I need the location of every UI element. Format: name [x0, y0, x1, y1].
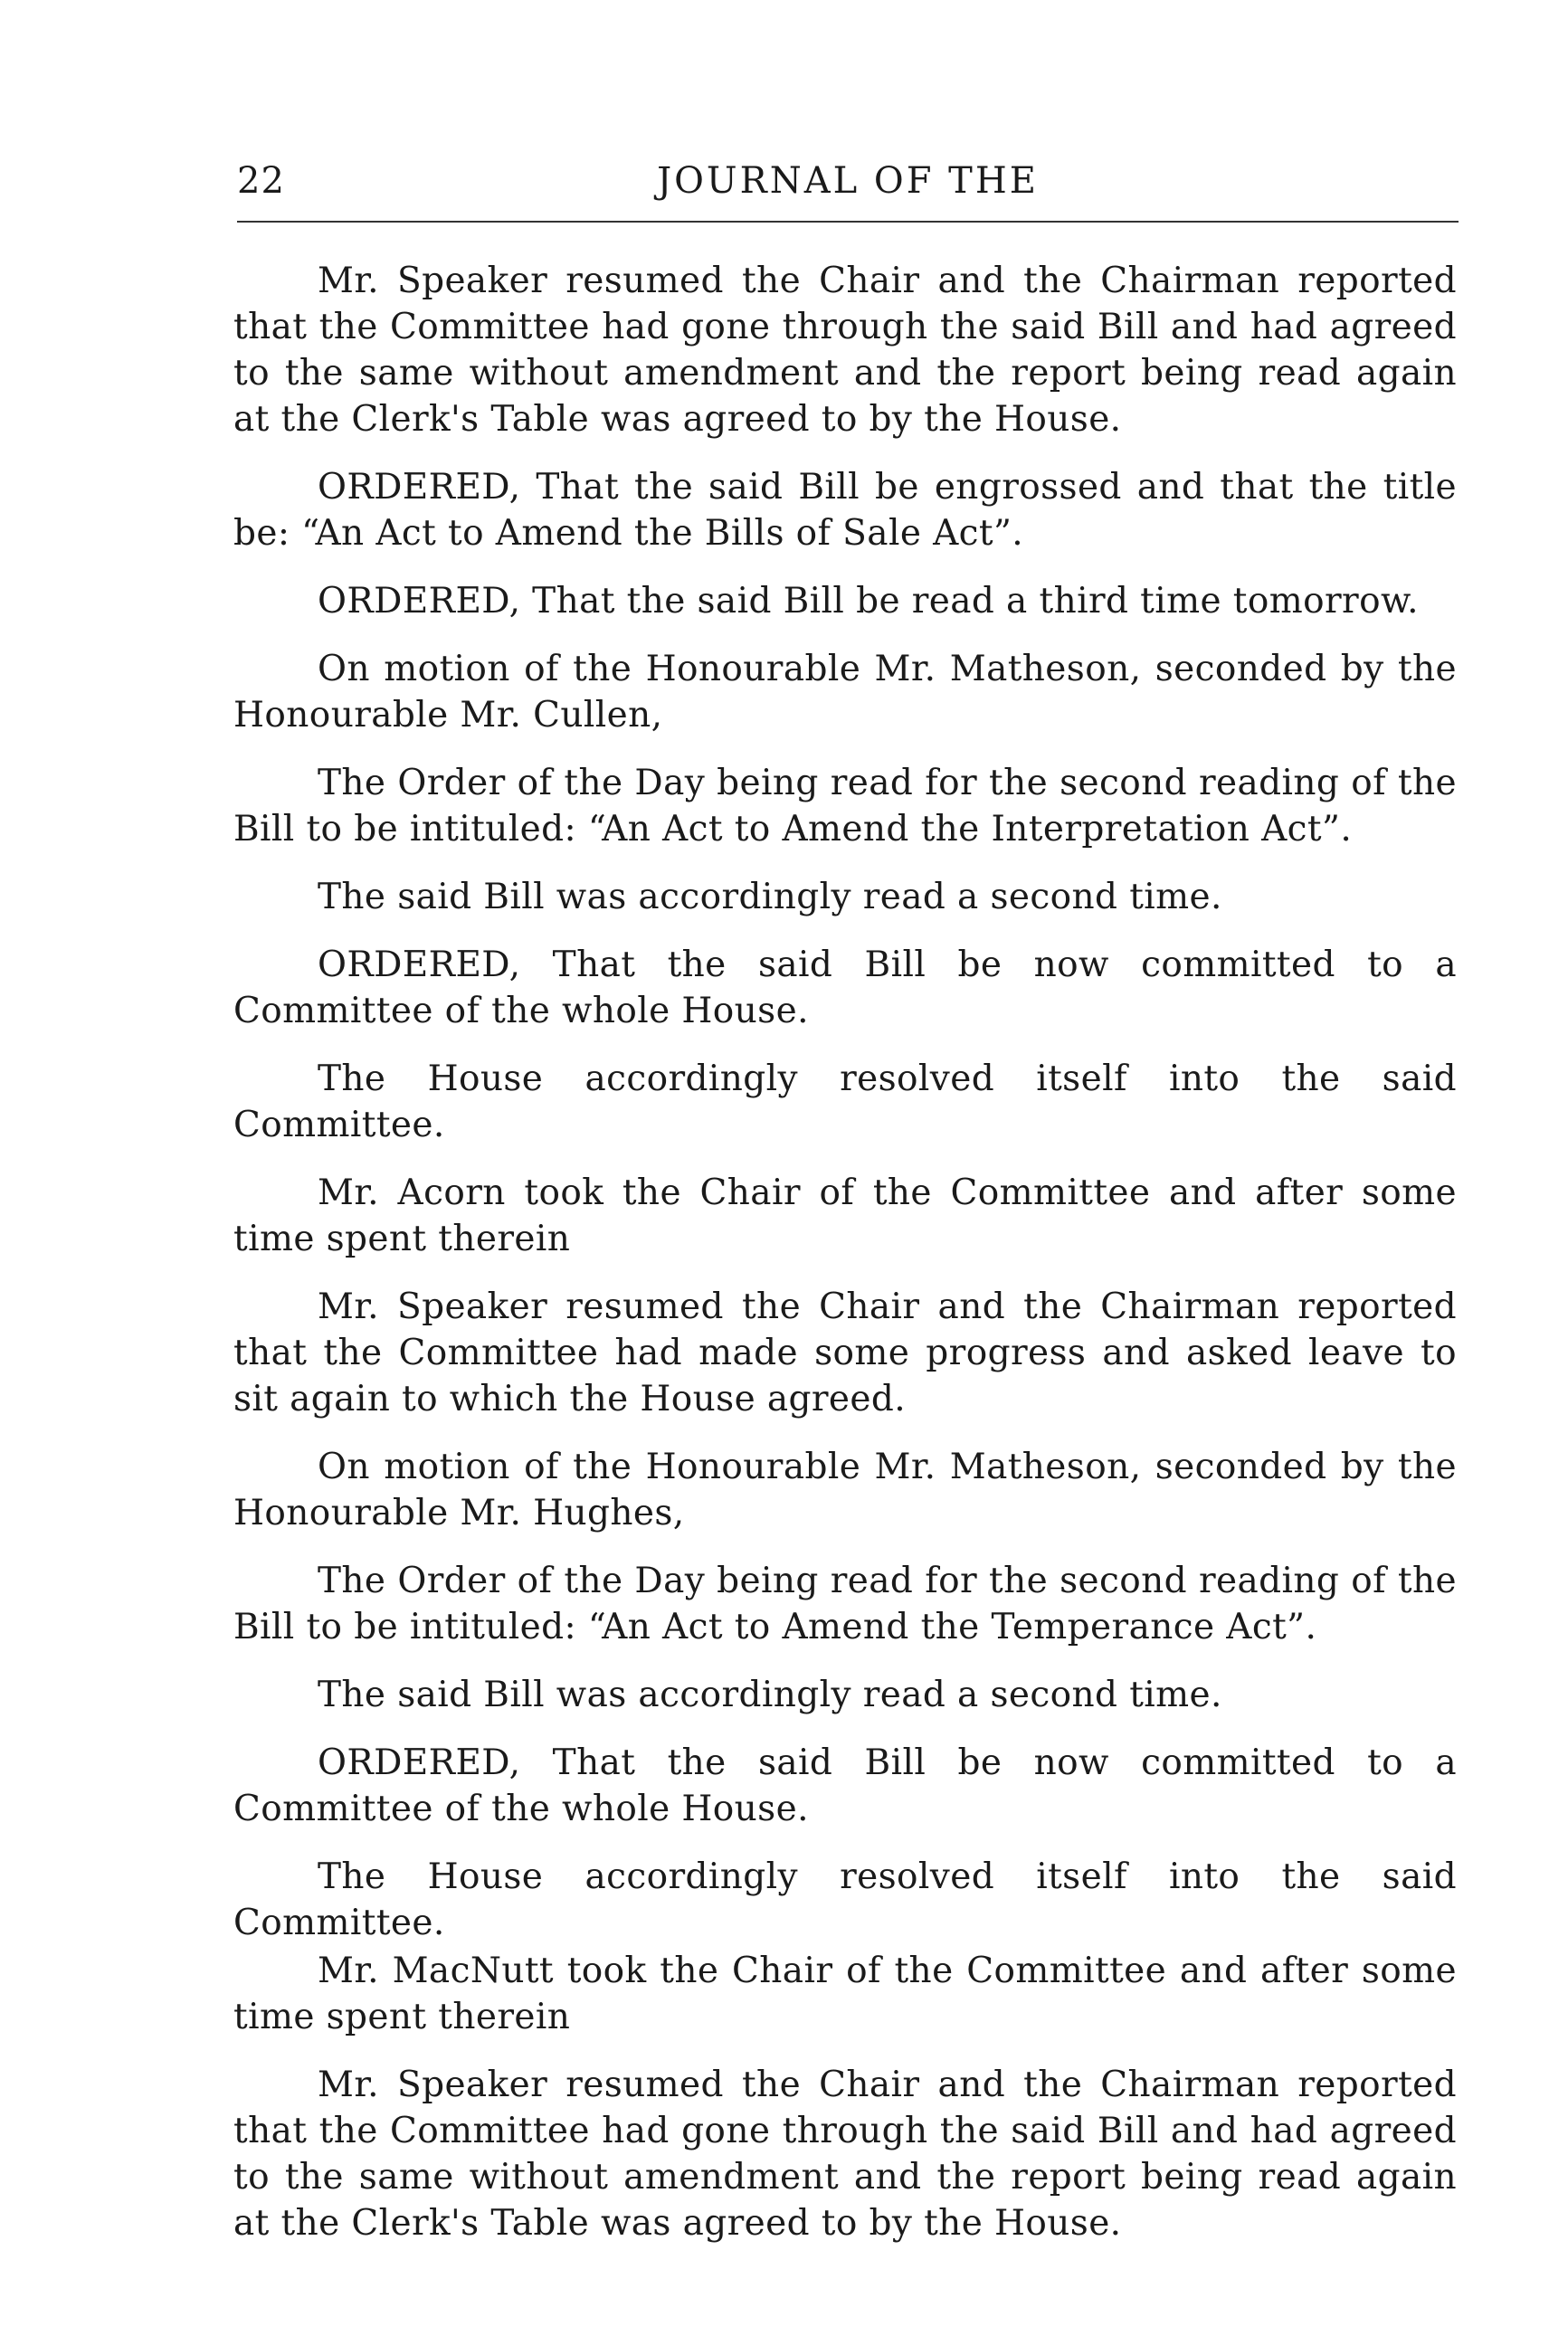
paragraph-speaker-report-temperance: Mr. Speaker resumed the Chair and the Chairman reported that the Committee had gone through the said Bill and had agreed to the same without amendment and the report being read again at the Clerk's Table was agreed to by the House.	[233, 2065, 1457, 2244]
paragraph-macnutt-chair: Mr. MacNutt took the Chair of the Committee and after some time spent therein	[233, 1951, 1457, 2037]
paragraph-speaker-report-bills-of-sale: Mr. Speaker resumed the Chair and the Chairman reported that the Committee had gone through the said Bill and had agreed to the same without amendment and the report being read again at the Clerk's Table was agreed to by the House.	[233, 261, 1457, 440]
paragraph-house-resolved-interpretation: The House accordingly resolved itself into the said Committee.	[233, 1059, 1457, 1145]
paragraph-order-interpretation-act: The Order of the Day being read for the second reading of the Bill to be intituled: “An Act to Amend the Interpretation Act”.	[233, 763, 1457, 850]
paragraph-second-reading-temperance: The said Bill was accordingly read a second time.	[318, 1675, 1222, 1715]
paragraph-ordered-committed-interpretation: ORDERED, That the said Bill be now committed to a Committee of the whole House.	[233, 945, 1457, 1031]
paragraph-ordered-third-reading: ORDERED, That the said Bill be read a third time tomorrow.	[318, 581, 1419, 622]
paragraph-motion-hughes: On motion of the Honourable Mr. Matheson, seconded by the Honourable Mr. Hughes,	[233, 1447, 1457, 1533]
paragraph-ordered-engrossed: ORDERED, That the said Bill be engrossed and that the title be: “An Act to Amend the Bills of Sale Act”.	[233, 467, 1457, 554]
paragraph-order-temperance-act: The Order of the Day being read for the second reading of the Bill to be intituled: “An Act to Amend the Temperance Act”.	[233, 1561, 1457, 1647]
page-header	[237, 154, 1459, 208]
paragraph-speaker-report-progress: Mr. Speaker resumed the Chair and the Chairman reported that the Committee had made some progress and asked leave to sit again to which the House agreed.	[233, 1286, 1457, 1419]
paragraph-acorn-chair: Mr. Acorn took the Chair of the Committee and after some time spent therein	[233, 1172, 1457, 1259]
paragraph-motion-cullen: On motion of the Honourable Mr. Matheson, seconded by the Honourable Mr. Cullen,	[233, 649, 1457, 736]
paragraph-ordered-committed-temperance: ORDERED, That the said Bill be now committed to a Committee of the whole House.	[233, 1742, 1457, 1829]
paragraph-second-reading-interpretation: The said Bill was accordingly read a second time.	[318, 877, 1222, 917]
paragraph-house-resolved-temperance: The House accordingly resolved itself into the said Committee.	[233, 1856, 1457, 1943]
header-rule	[237, 221, 1459, 223]
running-head: JOURNAL OF THE	[657, 160, 1039, 202]
page-number: 22	[237, 160, 285, 202]
journal-body	[233, 258, 1457, 2268]
